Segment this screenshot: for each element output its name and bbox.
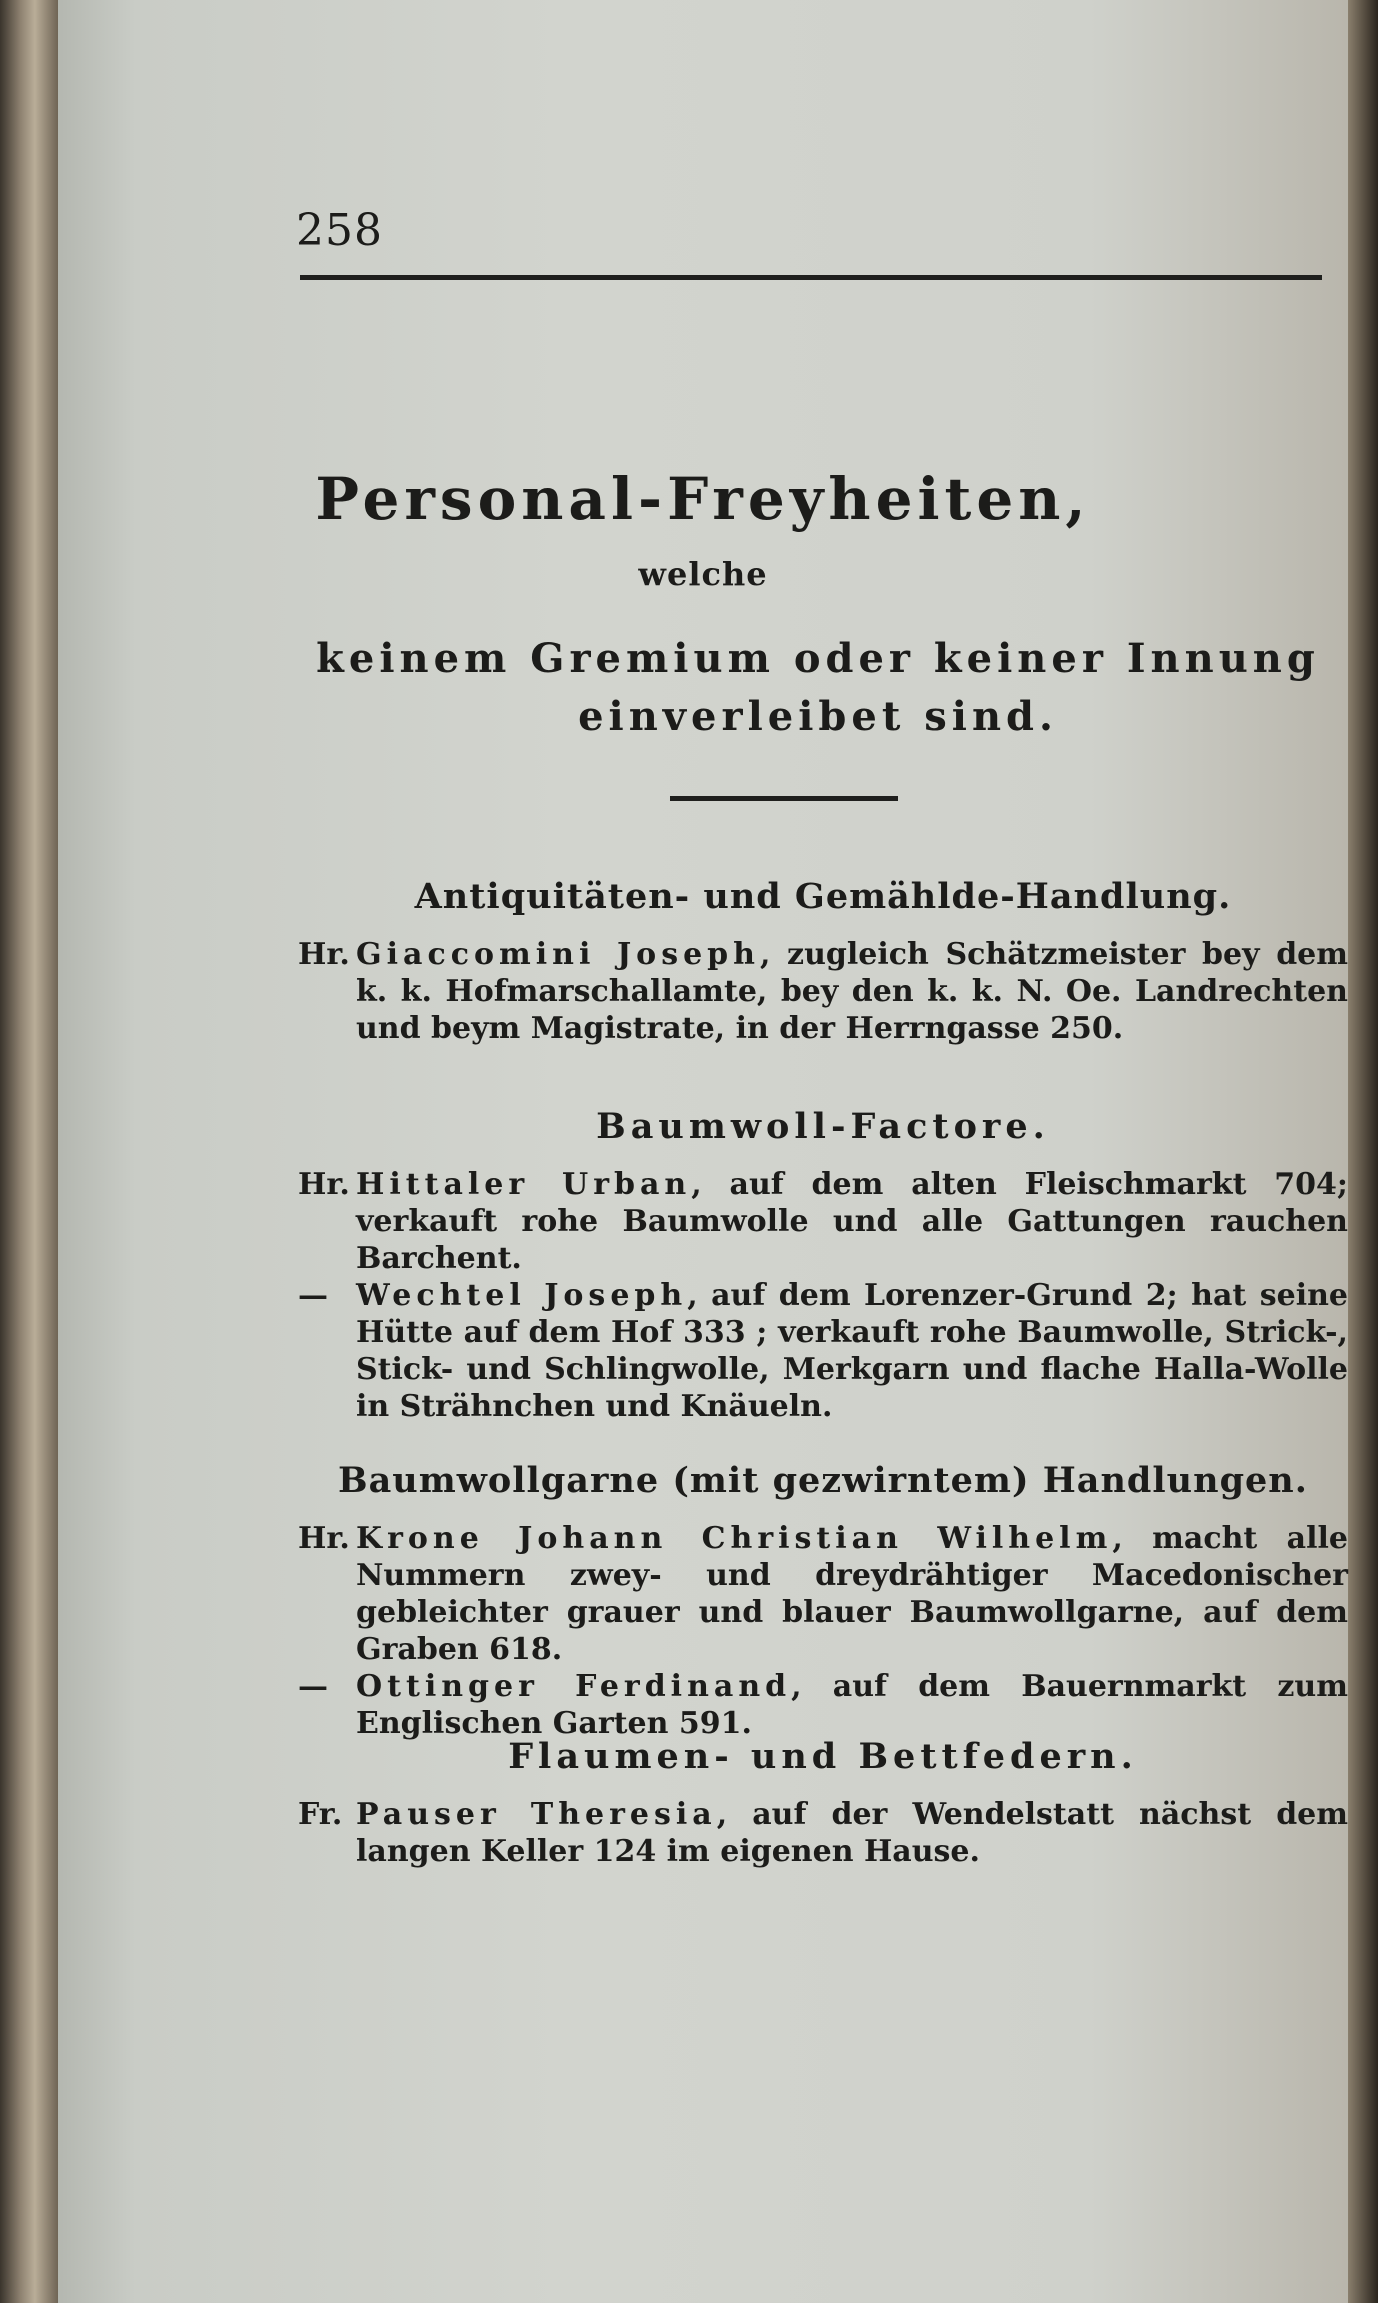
list-entry	[298, 1668, 1348, 1742]
section-baumwollgarne	[298, 1456, 1348, 1742]
entry-name: Giaccomini Joseph	[356, 937, 760, 972]
entry-text: , auf dem Bauernmarkt zum Englischen Garten 591.	[356, 1669, 1348, 1741]
list-entry	[298, 936, 1348, 1047]
subtitle-main: keinem Gremium oder keiner Innung einverleibet sind.	[316, 635, 1320, 740]
section-antiquitaeten	[298, 872, 1348, 1047]
header-rule	[300, 275, 1322, 280]
entry-name: Wechtel Joseph	[356, 1278, 688, 1313]
list-entry	[298, 1277, 1348, 1425]
section-heading: Baumwollgarne (mit gezwirntem) Handlungen.	[338, 1460, 1308, 1501]
entry-name: Hittaler Urban	[356, 1167, 692, 1202]
entry-text: , macht alle Nummern zwey- und dreydrähtiger Macedonischer gebleichter grauer und blauer Baumwollgarne, auf dem Graben 618.	[356, 1521, 1348, 1667]
book-spine-left	[0, 0, 58, 2303]
entry-name: Krone Johann Christian Wilhelm	[356, 1521, 1113, 1556]
entry-prefix: Hr.	[298, 937, 350, 972]
section-heading: Flaumen- und Bettfedern.	[508, 1736, 1138, 1777]
page-title: Personal-Freyheiten,	[315, 465, 1091, 533]
section-baumwoll-factore	[298, 1102, 1348, 1425]
list-entry	[298, 1796, 1348, 1870]
book-page	[58, 0, 1348, 2303]
book-edge-right	[1348, 0, 1378, 2303]
entry-name: Pauser Theresia	[356, 1797, 717, 1832]
entry-prefix: —	[298, 1278, 328, 1313]
entry-prefix: Hr.	[298, 1521, 350, 1556]
entry-prefix: Fr.	[298, 1797, 343, 1832]
section-flaumen	[298, 1732, 1348, 1870]
entry-text: , zugleich Schätzmeister bey dem k. k. Hofmarschallamte, bey den k. k. N. Oe. Landrechten und beym Magistrate, in der Herrngasse 250.	[356, 937, 1349, 1046]
entry-prefix: Hr.	[298, 1167, 350, 1202]
section-heading: Baumwoll-Factore.	[596, 1106, 1050, 1147]
entry-text: , auf dem Lorenzer-Grund 2; hat seine Hütte auf dem Hof 333 ; verkauft rohe Baumwolle, Strick-, Stick- und Schlingwolle, Merkgarn und flache Halla-Wolle in Strähnchen und Knäueln.	[356, 1278, 1348, 1424]
entry-name: Ottinger Ferdinand	[356, 1669, 792, 1704]
page-number: 258	[296, 205, 383, 256]
subtitle-welche: welche	[638, 555, 768, 593]
list-entry	[298, 1166, 1348, 1277]
list-entry	[298, 1520, 1348, 1668]
entry-prefix: —	[298, 1669, 328, 1704]
title-divider	[670, 796, 898, 801]
entry-text: , auf dem alten Fleischmarkt 704; verkauft rohe Baumwolle und alle Gattungen rauchen Barchent.	[356, 1167, 1348, 1276]
entry-text: , auf der Wendelstatt nächst dem langen Keller 124 im eigenen Hause.	[356, 1797, 1348, 1869]
section-heading: Antiquitäten- und Gemählde-Handlung.	[414, 876, 1232, 917]
